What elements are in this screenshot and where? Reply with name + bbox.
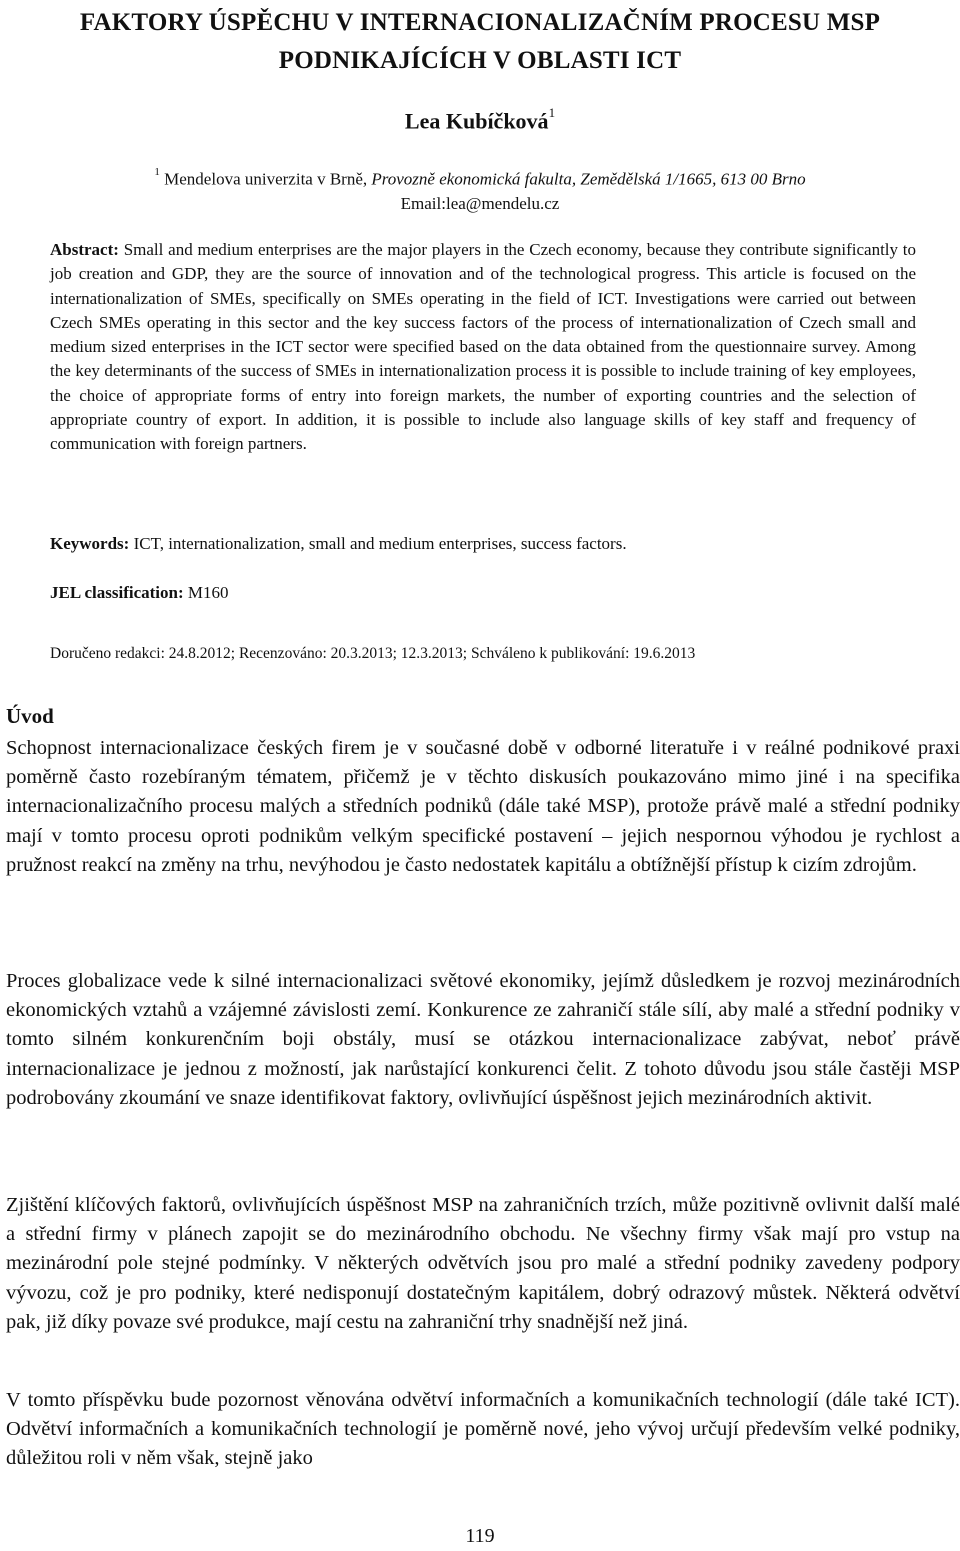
jel-classification bbox=[50, 583, 916, 603]
keywords-label: Keywords: bbox=[50, 534, 130, 553]
paragraph-1: Schopnost internacionalizace českých firem je v současné době v odborné literatuře i v reálné podnikové praxi poměrně často rozebíraným tématem, přičemž je v těchto diskusích poukazováno mimo jiné i na specifika internacionalizačního procesu malých a středních podniků (dále také MSP), protože právě malé a střední podniky mají v tomto procesu oproti podnikům velkým specifické postavení – jejich nespornou výhodou je rychlost a pružnost reakcí na změny na trhu, nevýhodou je často nedostatek kapitálu a obtížnější přístup k cizím zdrojům. bbox=[6, 737, 960, 876]
author-name: Lea Kubíčková bbox=[404, 108, 549, 134]
affiliation-superscript: 1 bbox=[154, 166, 160, 178]
author-line bbox=[0, 105, 960, 134]
paragraph-4: V tomto příspěvku bude pozornost věnována odvětví informačních a komunikačních technologií (dále také ICT). Odvětví informačních a komunikačních technologií je poměrně nové, jeho vývoj určují především velké podniky, důležitou roli v něm však, stejně jako bbox=[6, 1389, 960, 1470]
submission-dates: Doručeno redakci: 24.8.2012; Recenzováno: 20.3.2013; 12.3.2013; Schváleno k publikování: 19.6.2013 bbox=[50, 645, 696, 662]
paragraph-3: Zjištění klíčových faktorů, ovlivňujících úspěšnost MSP na zahraničních trzích, může pozitivně ovlivnit další malé a střední firmy v plánech zapojit se do mezinárodního obchodu. Ne všechny firmy však mají pro vstup na mezinárodní pole stejné podmínky. V některých odvětvích jsou pro malé a střední podniky zavedeny podpory vývozu, což je pro podniky, které nedisponují dostatečným kapitálem, dobrý odrazový můstek. Některá odvětví pak, již díky povaze své produkce, mají cestu na zahraniční trhy snadnější než jiná. bbox=[6, 1194, 960, 1333]
affiliation-faculty: Provozně ekonomická fakulta, Zemědělská 1/1665, 613 00 Brno bbox=[371, 169, 806, 189]
paper-title bbox=[0, 4, 960, 80]
keywords bbox=[50, 534, 916, 554]
keywords-text: ICT, internationalization, small and medium enterprises, success factors. bbox=[133, 534, 627, 553]
abstract-label: Abstract: bbox=[50, 240, 119, 259]
section-heading: Úvod bbox=[6, 704, 54, 728]
page-number: 119 bbox=[465, 1525, 495, 1547]
affiliation-line bbox=[0, 163, 960, 192]
abstract bbox=[50, 238, 916, 457]
jel-label: JEL classification: bbox=[50, 583, 184, 602]
affiliation-university: Mendelova univerzita v Brně, bbox=[164, 169, 372, 189]
jel-code: M160 bbox=[187, 583, 229, 602]
title-line-2: PODNIKAJÍCÍCH V OBLASTI ICT bbox=[278, 47, 682, 74]
author-superscript: 1 bbox=[548, 105, 556, 120]
affiliation-block bbox=[0, 163, 960, 216]
abstract-text: Small and medium enterprises are the major players in the Czech economy, because they contribute significantly to job creation and GDP, they are the source of innovation and of the technological progress. This article is focused on the internationalization of SMEs, specifically on SMEs operating in the field of ICT. Investigations were carried out between Czech SMEs operating in this sector and the key success factors of the process of internationalization of Czech small and medium sized enterprises in the ICT sector were specified based on the data obtained from the questionnaire survey. Among the key determinants of the success of SMEs in internationalization process it is possible to include training of key employees, the choice of appropriate forms of entry into foreign markets, the number of exporting countries and the selection of appropriate country of export. In addition, it is possible to include also language skills of key staff and frequency of communication with foreign partners. bbox=[50, 240, 917, 454]
author-email: Email:lea@mendelu.cz bbox=[400, 193, 560, 213]
title-line-1: FAKTORY ÚSPĚCHU V INTERNACIONALIZAČNÍM PROCESU MSP bbox=[79, 9, 881, 36]
paragraph-2: Proces globalizace vede k silné internacionalizaci světové ekonomiky, jejímž důsledkem je rozvoj mezinárodních ekonomických vztahů a vzájemné závislosti zemí. Konkurence ze zahraničí stále sílí, aby malé a střední podniky v tomto silném konkurenčním boji obstály, musí se otázkou internacionalizace zabývat, neboť právě internacionalizace je jednou z možností, jak narůstající konkurenci čelit. Z tohoto důvodu jsou stále častěji MSP podrobovány zkoumání ve snaze identifikovat faktory, ovlivňující úspěšnost jejich mezinárodních aktivit. bbox=[6, 970, 960, 1109]
